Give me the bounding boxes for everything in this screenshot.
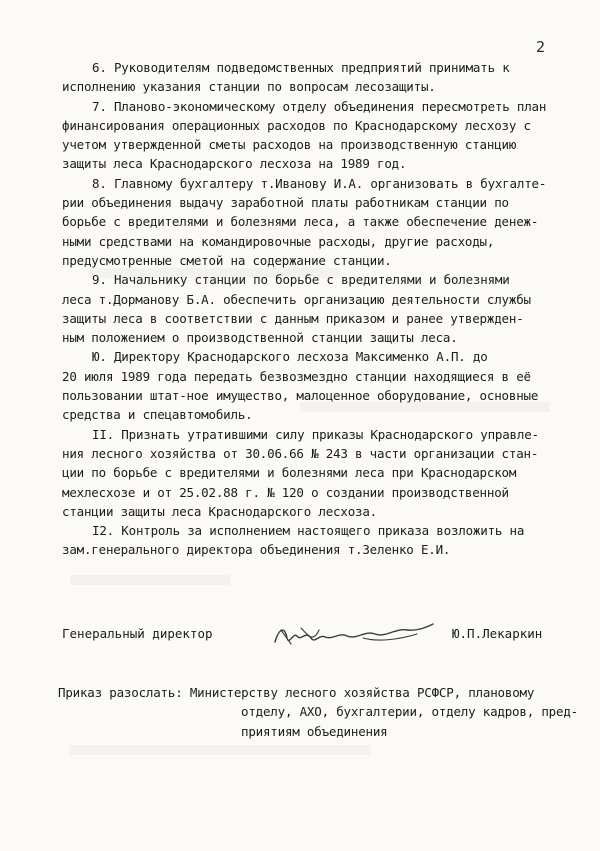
paragraph-9-line: ным положением о производственной станции защиты леса. xyxy=(62,330,458,346)
paragraph-7-line: 7. Планово-экономическому отделу объединения пересмотреть план xyxy=(92,98,547,114)
distribution-line: отделу, АХО, бухгалтерии, отделу кадров, пред- xyxy=(241,704,578,720)
signer-name: Ю.П.Лекаркин xyxy=(452,626,543,641)
distribution-line: приятиям объединения xyxy=(241,723,388,739)
paragraph-11-line: мехлесхозе и от 25.02.88 г. № 120 о создании производственной xyxy=(62,484,509,500)
paragraph-10-line: средства и спецавтомобиль. xyxy=(62,407,253,423)
signature-block xyxy=(62,618,582,648)
paragraph-11-line: ции по борьбе с вредителями и болезнями леса при Краснодарском xyxy=(62,465,517,481)
show-through-mark xyxy=(70,745,370,755)
paragraph-6-line: 6. Руководителям подведомственных предприятий принимать к xyxy=(92,60,510,75)
paragraph-10-line: пользовании штат-ное имущество, малоценное оборудование, основные xyxy=(62,388,539,404)
paragraph-8-line: ными средствами на командировочные расходы, другие расходы, xyxy=(62,233,495,249)
paragraph-11-line: II. Признать утратившими силу приказы Краснодарского управле- xyxy=(92,426,539,442)
show-through-mark xyxy=(70,575,230,585)
paragraph-11-line: ния лесного хозяйства от 30.06.66 № 243 в части организации стан- xyxy=(62,445,539,461)
paragraph-10-line: Ю. Директору Краснодарского лесхоза Максименко А.П. до xyxy=(92,349,488,365)
paragraph-8-line: рии объединения выдачу заработной платы работникам станции по xyxy=(62,195,509,211)
paragraph-7-line: финансирования операционных расходов по Краснодарскому лесхозу с xyxy=(62,117,531,133)
paragraph-9-line: леса т.Дорманову Б.А. обеспечить организацию деятельности службы xyxy=(62,291,531,307)
paragraph-10-line: 20 июля 1989 года передать безвозмездно станции находящиеся в её xyxy=(62,368,531,384)
distribution-list xyxy=(58,683,588,741)
paragraph-8-line: борьбе с вредителями и болезнями леса, а также обеспечение денеж- xyxy=(62,214,539,230)
paragraph-6-line: исполнению указания станции по вопросам лесозащиты. xyxy=(62,79,436,95)
paragraph-12-line: зам.генерального директора объединения т.Зеленко Е.И. xyxy=(62,542,451,558)
page-number: 2 xyxy=(536,38,546,56)
paragraph-9-line: защиты леса в соответствии с данным приказом и ранее утвержден- xyxy=(62,310,524,326)
paragraph-7-line: защиты леса Краснодарского лесхоза на 1989 год. xyxy=(62,156,407,172)
signer-title: Генеральный директор xyxy=(62,626,213,641)
handwritten-signature xyxy=(267,618,437,652)
distribution-line: Приказ разослать: Министерству лесного хозяйства РСФСР, плановому xyxy=(58,685,535,700)
paragraph-12-line: I2. Контроль за исполнением настоящего приказа возложить на xyxy=(92,523,525,539)
paragraph-8-line: предусмотренные сметой на содержание станции. xyxy=(62,252,392,268)
paragraph-11-line: станции защиты леса Краснодарского лесхоза. xyxy=(62,503,378,519)
paragraph-8-line: 8. Главному бухгалтеру т.Иванову И.А. организовать в бухгалте- xyxy=(92,175,547,191)
order-body xyxy=(62,58,582,560)
paragraph-9-line: 9. Начальнику станции по борьбе с вредителями и болезнями xyxy=(92,272,510,288)
paragraph-7-line: учетом утвержденной сметы расходов на производственную станцию xyxy=(62,137,517,153)
